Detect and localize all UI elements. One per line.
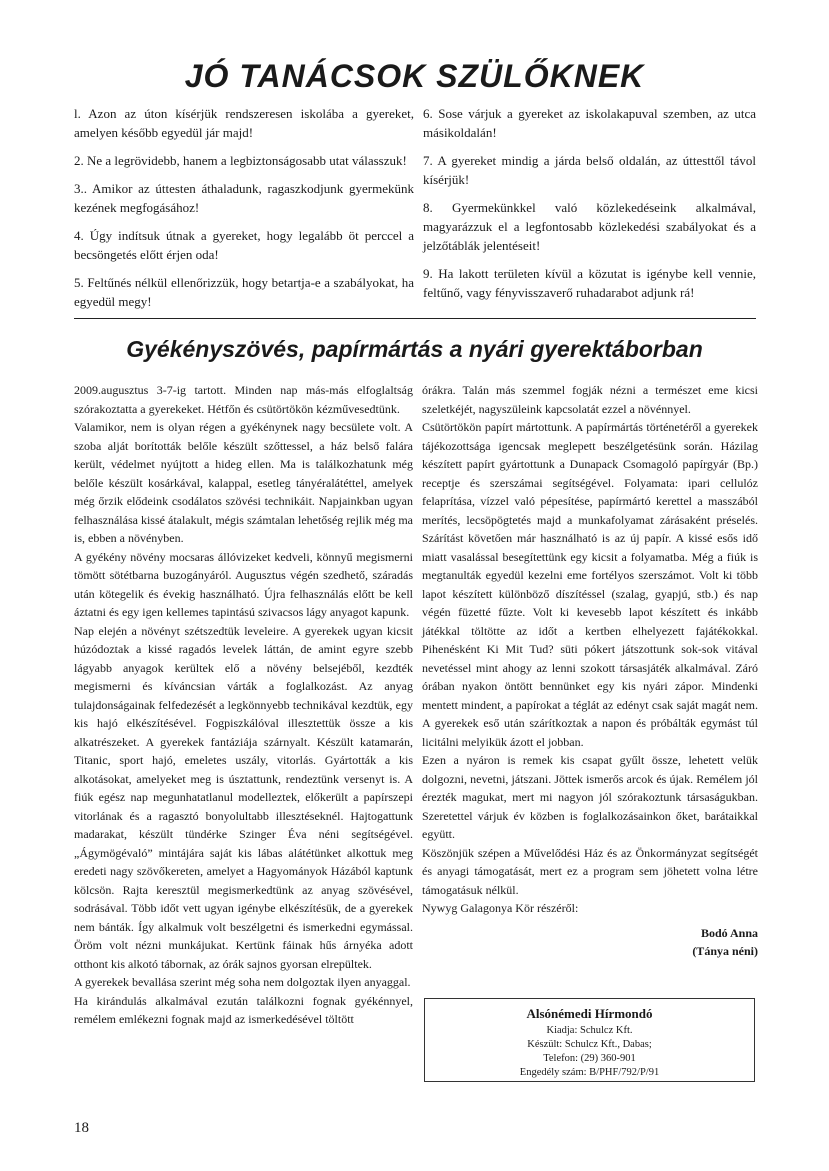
article-paragraph: 2009.augusztus 3-7-ig tartott. Minden nap más-más elfoglaltság szórakoztatta a gyerekeket. Hétfőn és csütörtökön kézművesedtünk. bbox=[74, 383, 413, 416]
license-line: Engedély szám: B/PHF/792/P/91 bbox=[519, 1067, 660, 1078]
article-title: Gyékényszövés, papírmártás a nyári gyerektáborban bbox=[126, 336, 703, 362]
article-paragraph: A gyékény növény mocsaras állóvizeket kedveli, könnyű megismerni tömött sötétbarna buzogányáról. Augusztus végén szedhető, száradás után kötegelik és évekig használható. Újra felhasználás előtt be kell áztatni és egy igen kellemes tapintású szivacsos lágy anyagot kapunk. bbox=[74, 549, 413, 619]
author-name: Bodó Anna bbox=[700, 925, 758, 940]
tips-left-column bbox=[74, 104, 414, 320]
tip-item: 3.. Amikor az úttesten áthaladunk, ragaszkodjunk gyermekünk kezének megfogásához! bbox=[74, 181, 414, 215]
author-nickname: (Tánya néni) bbox=[692, 944, 758, 958]
tip-item: 4. Úgy indítsuk útnak a gyereket, hogy legalább öt perccel a becsöngetés előtt érjen oda! bbox=[74, 228, 415, 262]
publication-title: Alsónémedi Hírmondó bbox=[526, 1006, 653, 1021]
tip-item: 8. Gyermekünkkel való közlekedéseink alkalmával, magyarázzuk el a legfontosabb közlekedési szabályokat és a jelzőtáblák jelentéseit! bbox=[423, 200, 757, 253]
article-right-column bbox=[422, 381, 758, 961]
article-paragraph: Csütörtökön papírt mártottunk. A papírmártás történetéről a gyerekek tájékozottsága igencsak meglepett beszélgetésünk során. Házilag készített papírt gyártottunk a Dunapack Csomagoló papírgyár (Bp.) receptje és szerszámai segítségével. Folyamata: ipari cellulóz felaprítása, vízzel való pépesítése, papírmártó kerettel a masszából merítés, lecsöpögtetés majd a munkafolyamat zárásaként préselés. Szárítást követően már használható is az új papír. A kissé esős idő miatt vasalással besegítettünk egy kicsit a folyamatba. Még a fiúk is megtanulták egyedül kezelni eme fortélyos szerszámot. Volt ki több lapot készített különböző díszítéssel (szalag, gyapjú, stb.) és nap végén füzetté fűzte. Volt ki kevesebb lapot készített és inkább játékkal töltötte az időt a kertben elhelyezett fajátékokkal. Pihenésként Ki Mit Tud? süti pókert játszottunk sok-sok vitával nevetéssel mint ahogy az lenni szokott társasjáték alkalmával. Záró órában nyakon öntött bennünket egy kis nyári zápor. Mindenki mentett mindent, a papírokat a téglát az edényt csak saját magát nem. A gyerekek eső után szárítkoztak a napon és próbálták egymást túl licitálni melyikük ázott el jobban. bbox=[422, 420, 758, 749]
section-divider bbox=[74, 318, 756, 319]
publication-info-box bbox=[424, 998, 755, 1082]
tip-item: 6. Sose várjuk a gyereket az iskolakapuval szemben, az utca másikoldalán! bbox=[423, 106, 756, 140]
article-paragraph: Valamikor, nem is olyan régen a gyékénynek nagy becsülete volt. A szoba alját borították belőle készült szőttessel, a ház belső falára került, védelmet nyújtott a hideg ellen. Ma is találkozhatunk még belőle készült kosárkával, kalappal, esetleg tányéralátéttel, amelyek még őrzik elődeink csodálatos szövési technikáit. Napjainkban ugyan felhasználása kissé átalakult, mégis számtalan lehetőség rejlik még ma is, ebben a növényben. bbox=[74, 420, 413, 545]
page-number: 18 bbox=[74, 1120, 89, 1136]
article-paragraph: A gyerekek bevallása szerint még soha nem dolgoztak ilyen anyaggal. bbox=[74, 975, 411, 989]
publisher-line: Kiadja: Schulcz Kft. bbox=[546, 1025, 633, 1036]
article-paragraph: Köszönjük szépen a Művelődési Ház és az Önkormányzat segítségét és anyagi támogatását, mert ez a program sem jöhetett volna létre támogatásuk nélkül. bbox=[422, 845, 758, 897]
tip-item: l. Azon az úton kísérjük rendszeresen iskolába a gyereket, amelyen később egyedül jár majd! bbox=[74, 106, 414, 140]
tip-item: 7. A gyereket mindig a járda belső oldalán, az úttesttől távol kísérjük! bbox=[423, 153, 756, 187]
article-left-column bbox=[74, 381, 413, 1029]
parents-tips-title: JÓ TANÁCSOK SZÜLŐKNEK bbox=[184, 58, 645, 94]
article-paragraph: Ha kirándulás alkalmával ezután találkozni fognak gyékénnyel, remélem emlékezni fognak majd az ismerkedésével töltött bbox=[74, 993, 413, 1026]
article-paragraph: órákra. Talán más szemmel fogják nézni a természet eme kicsi szeletkéjét, nagyszüleink kapcsolatát ezzel a növénnyel. bbox=[422, 383, 758, 416]
printer-line: Készült: Schulcz Kft., Dabas; bbox=[527, 1039, 652, 1050]
article-paragraph: Nap elején a növényt szétszedtük leveleire. A gyerekek ugyan kicsit húzódoztak a kissé ragadós levelek láttán, de amint egyre szebb lágyabb anyagok kerültek elő a növény belsejéből, kezdték megismerni és kíváncsian várták a foglalkozást. Az anyag tulajdonságainak felfedezését a legkönnyebb technikával kezdtük, egy kis hajó elkészítésével. Fogpiszkálóval illesztettük össze a kis alkatrészeket. A gyerekek fantáziája szárnyalt. Készült katamarán, Titanic, sport hajó, emeletes uszály, vitorlás. Gyártották a kis alkotásokat, amelyeket meg is úsztattunk, rendeztünk versenyt is. A fiúk egész nap megunhatatlanul modelleztek, előkerült a papírszepi vitorlának és a ragasztó bonyolultabb illesztéseknél. Hajtogattunk madarakat, készült tündérke Szinger Éva néni segítségével. „Ágymögévaló” mintájára saját kis lábas alátétünket alkottuk meg eredeti nagy szövőkereten, amelyet a Hagyományok Házából kaptunk kölcsön. Rajta keresztül megismerkedtünk az anyag szövésével, sodrásával. Több időt vett ugyan igénybe elkészítésük, de a gyerekek nem bánták. Így alkalmuk volt beszélgetni és ismerkedni egymással. Öröm volt nézni munkájukat. Kertünk fáinak hűs árnyéka adott otthont kis alkotó tábornak, az órák sajnos gyorsan elrepültek. bbox=[74, 623, 413, 971]
tip-item: 2. Ne a legrövidebb, hanem a legbiztonságosabb utat válasszuk! bbox=[74, 153, 407, 168]
tip-item: 9. Ha lakott területen kívül a közutat is igénybe kell vennie, feltűnő, vagy fényvisszaverő ruhadarabot adjunk rá! bbox=[423, 266, 757, 300]
article-paragraph: Nywyg Galagonya Kör részéről: bbox=[422, 901, 579, 915]
tips-right-column bbox=[423, 104, 756, 311]
tip-item: 5. Feltűnés nélkül ellenőrizzük, hogy betartja-e a szabályokat, ha egyedül megy! bbox=[74, 275, 414, 309]
article-paragraph: Ezen a nyáron is remek kis csapat gyűlt össze, lehetett velük dolgozni, nevetni, játszani. Jöttek ismerős arcok és újak. Remélem jól érezték magukat, mert mi nagyon jól szórakoztunk társaságukban. Szeretettel várjuk év közben is foglalkozásainkon őket, barátaikkal együtt. bbox=[422, 753, 758, 841]
phone-line: Telefon: (29) 360-901 bbox=[543, 1053, 636, 1064]
